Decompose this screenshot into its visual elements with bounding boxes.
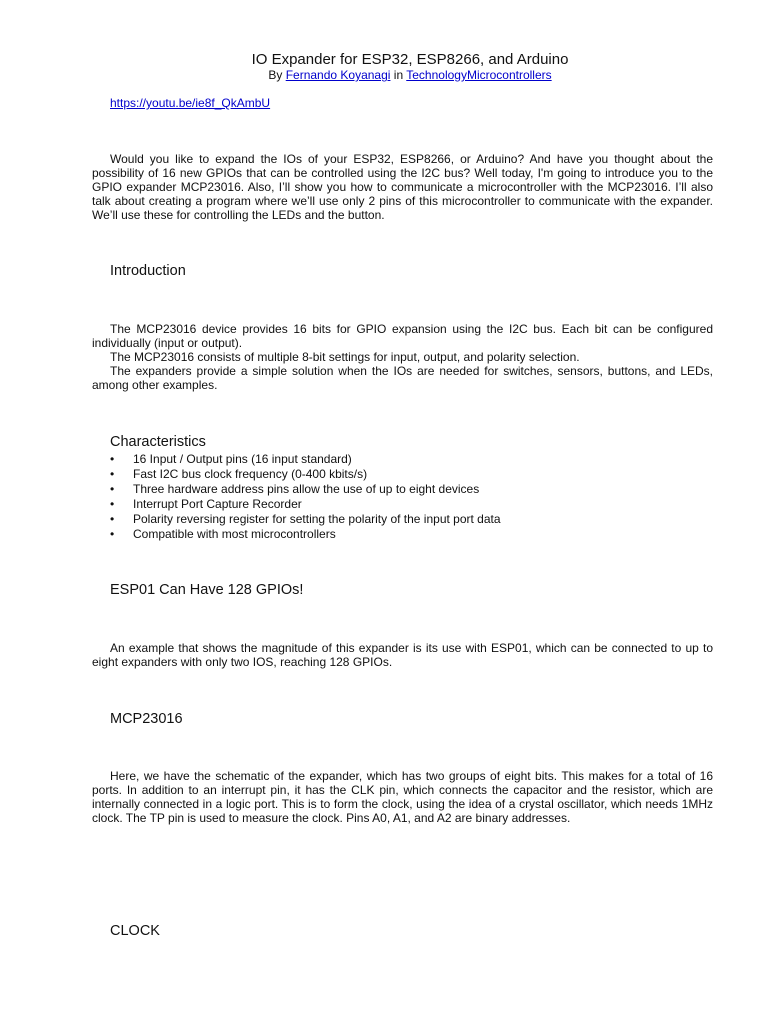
list-item — [110, 512, 501, 527]
heading-mcp23016: MCP23016 — [110, 711, 183, 727]
bullet-icon: • — [110, 467, 115, 481]
list-item-text: Fast I2C bus clock frequency (0-400 kbits/s) — [133, 467, 368, 481]
list-item-text: 16 Input / Output pins (16 input standard) — [133, 452, 352, 466]
intro-paragraph-block — [92, 152, 713, 222]
bullet-icon: • — [110, 452, 115, 466]
introduction-paragraphs — [92, 322, 713, 392]
introduction-paragraph-2: The MCP23016 consists of multiple 8-bit settings for input, output, and polarity selection. — [110, 350, 580, 364]
esp01-paragraph: An example that shows the magnitude of this expander is its use with ESP01, which can be connected to up to eight expanders with only two IOS, reaching 128 GPIOs. — [92, 641, 713, 669]
bullet-icon: • — [110, 482, 115, 496]
list-item — [110, 482, 501, 497]
list-item — [110, 467, 501, 482]
byline — [0, 68, 768, 83]
byline-middle: in — [393, 68, 404, 82]
byline-prefix: By — [268, 68, 283, 82]
list-item — [110, 452, 501, 467]
bullet-icon: • — [110, 527, 115, 541]
list-item-text: Three hardware address pins allow the use of up to eight devices — [133, 482, 480, 496]
list-item-text: Polarity reversing register for setting the polarity of the input port data — [133, 512, 501, 526]
list-item — [110, 527, 501, 542]
mcp23016-paragraph-block — [92, 769, 713, 825]
esp01-paragraph-block — [92, 641, 713, 669]
list-item-text: Interrupt Port Capture Recorder — [133, 497, 302, 511]
heading-esp01: ESP01 Can Have 128 GPIOs! — [110, 582, 304, 598]
characteristics-list — [110, 452, 501, 542]
bullet-icon: • — [110, 512, 115, 526]
bullet-icon: • — [110, 497, 115, 511]
heading-clock: CLOCK — [110, 923, 160, 939]
heading-characteristics: Characteristics — [110, 434, 206, 450]
introduction-paragraph-3: The expanders provide a simple solution when the IOs are needed for switches, sensors, buttons, and LEDs, among other examples. — [92, 364, 713, 392]
heading-introduction: Introduction — [110, 263, 186, 279]
list-item-text: Compatible with most microcontrollers — [133, 527, 336, 541]
introduction-paragraph-1: The MCP23016 device provides 16 bits for GPIO expansion using the I2C bus. Each bit can be configured individually (input or output). — [92, 322, 713, 350]
video-link[interactable]: https://youtu.be/ie8f_QkAmbU — [110, 96, 271, 110]
mcp23016-paragraph: Here, we have the schematic of the expander, which has two groups of eight bits. This makes for a total of 16 ports. In addition to an interrupt pin, it has the CLK pin, which connects the capacitor and the resistor, which are internally connected in a logic port. This is to form the clock, using the idea of a crystal oscillator, which needs 1MHz clock. The TP pin is used to measure the clock. Pins A0, A1, and A2 are binary addresses. — [92, 769, 713, 825]
category-link[interactable]: TechnologyMicrocontrollers — [406, 68, 552, 82]
page-title: IO Expander for ESP32, ESP8266, and Arduino — [251, 51, 569, 68]
author-link[interactable]: Fernando Koyanagi — [285, 68, 391, 82]
list-item — [110, 497, 501, 512]
intro-paragraph: Would you like to expand the IOs of your ESP32, ESP8266, or Arduino? And have you thought about the possibility of 16 new GPIOs that can be controlled using the I2C bus? Well today, I'm going to introduce you to the GPIO expander MCP23016. Also, I’ll show you how to communicate a microcontroller with the MCP23016. I’ll also talk about creating a program where we’ll use only 2 pins of this microcontroller to communicate with the expander. We’ll use these for controlling the LEDs and the button. — [92, 152, 713, 222]
